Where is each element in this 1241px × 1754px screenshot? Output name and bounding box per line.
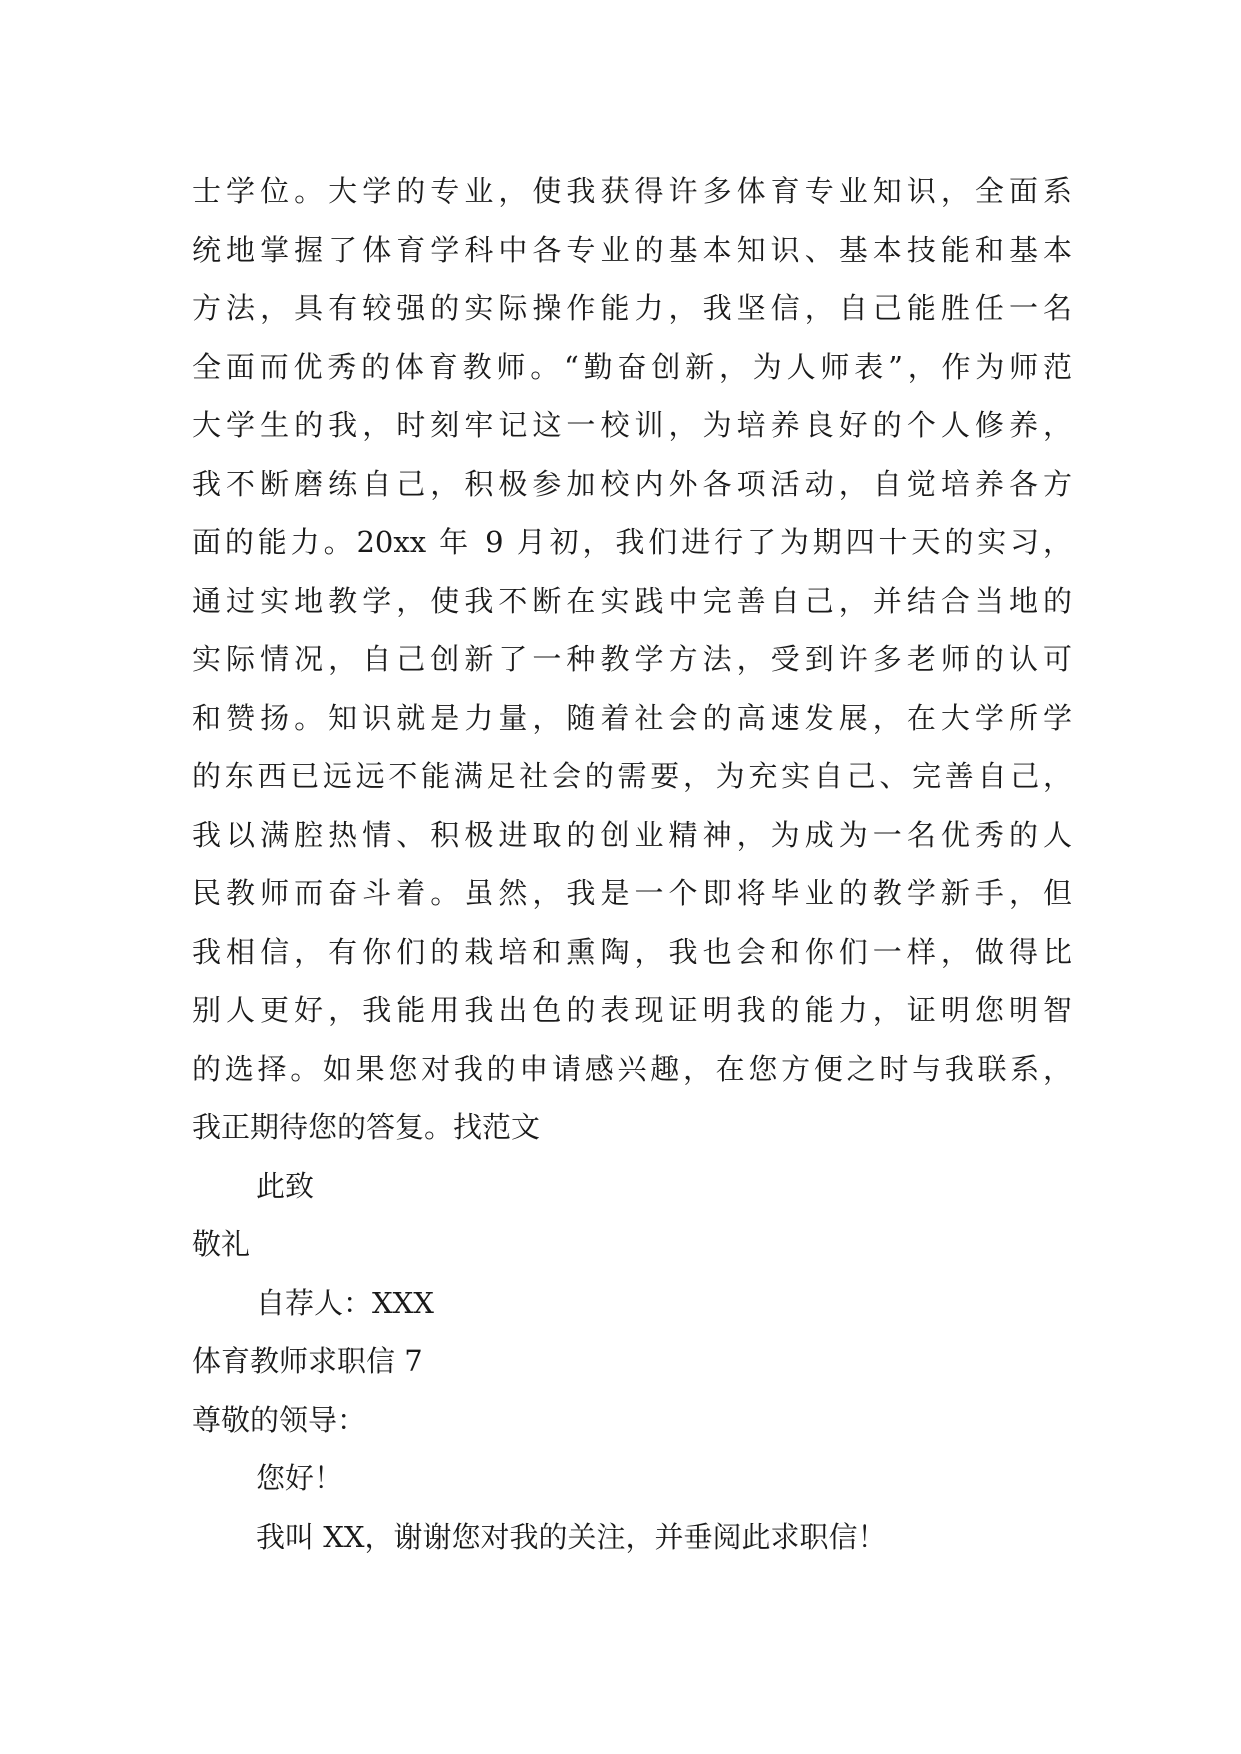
body-line: 实际情况，自己创新了一种教学方法，受到许多老师的认可 (192, 642, 1072, 676)
hello-line: 您好！ (256, 1461, 344, 1495)
body-line: 和赞扬。知识就是力量，随着社会的高速发展，在大学所学 (192, 700, 1072, 735)
body-line: 通过实地教学，使我不断在实践中完善自己，并结合当地的 (192, 583, 1072, 618)
body-line: 我相信，有你们的栽培和熏陶，我也会和你们一样，做得比 (192, 934, 1072, 969)
body-line: 民教师而奋斗着。虽然，我是一个即将毕业的教学新手，但 (192, 876, 1072, 910)
body-line: 的选择。如果您对我的申请感兴趣，在您方便之时与我联系， (192, 1051, 1072, 1086)
letter-body (192, 162, 1072, 1566)
greeting: 尊敬的领导： (192, 1402, 367, 1437)
intro-line: 我叫 XX，谢谢您对我的关注，并垂阅此求职信！ (256, 1519, 887, 1554)
body-line: 统地掌握了体育学科中各专业的基本知识、基本技能和基本 (192, 232, 1072, 267)
body-line: 别人更好，我能用我出色的表现证明我的能力，证明您明智 (192, 993, 1072, 1027)
closing-regards: 敬礼 (192, 1227, 251, 1261)
section-title: 体育教师求职信 7 (192, 1344, 423, 1378)
signature: 自荐人：XXX (256, 1285, 434, 1320)
body-line: 面的能力。20xx 年 9 月初，我们进行了为期四十天的实习， (192, 525, 1072, 559)
closing-salutation: 此致 (256, 1168, 315, 1203)
body-line: 士学位。大学的专业，使我获得许多体育专业知识，全面系 (192, 174, 1072, 208)
body-line: 的东西已远远不能满足社会的需要，为充实自己、完善自己， (192, 759, 1072, 793)
body-line: 全面而优秀的体育教师。“勤奋创新，为人师表”，作为师范 (192, 349, 1072, 384)
body-line: 我不断磨练自己，积极参加校内外各项活动，自觉培养各方 (192, 466, 1072, 501)
body-line: 方法，具有较强的实际操作能力，我坚信，自己能胜任一名 (192, 291, 1072, 325)
body-line: 我以满腔热情、积极进取的创业精神，为成为一名优秀的人 (192, 817, 1072, 852)
body-line: 大学生的我，时刻牢记这一校训，为培养良好的个人修养， (192, 408, 1072, 442)
body-last-line: 我正期待您的答复。找范文 (192, 1110, 541, 1144)
